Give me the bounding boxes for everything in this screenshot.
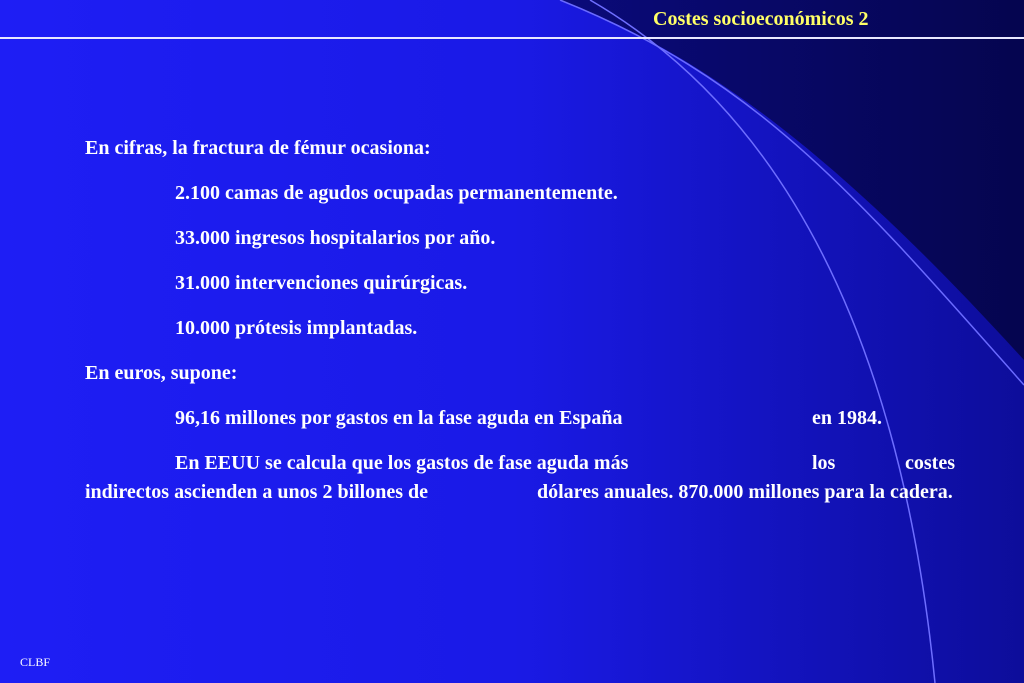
euros-spain-year: en 1984. <box>812 407 882 429</box>
usa-text-part4: indirectos ascienden a unos 2 billones de <box>85 481 429 503</box>
euros-heading: En euros, supone: <box>85 362 238 384</box>
footer-label: CLBF <box>20 655 51 669</box>
figures-heading: En cifras, la fractura de fémur ocasiona: <box>85 137 431 159</box>
euros-spain-line <box>85 404 955 449</box>
euros-spain-text: 96,16 millones por gastos en la fase aguda en España <box>175 407 623 429</box>
usa-text-part5: dólares anuales. 870.000 millones para la cadera. <box>537 481 953 503</box>
figure-item-prostheses: 10.000 prótesis implantadas. <box>175 317 418 339</box>
figure-item-beds: 2.100 camas de agudos ocupadas permanentemente. <box>175 182 618 204</box>
figure-item-surgeries: 31.000 intervenciones quirúrgicas. <box>175 272 468 294</box>
figure-item-admissions: 33.000 ingresos hospitalarios por año. <box>175 227 496 249</box>
title-divider <box>0 37 1024 39</box>
slide-title: Costes socioeconómicos 2 <box>653 8 869 30</box>
usa-text-part1: En EEUU se calcula que los gastos de fase aguda más <box>175 452 629 474</box>
usa-text-part3: costes <box>905 452 955 474</box>
usa-text-part2: los <box>812 452 836 474</box>
slide-body <box>85 134 955 536</box>
usa-paragraph <box>85 449 955 536</box>
